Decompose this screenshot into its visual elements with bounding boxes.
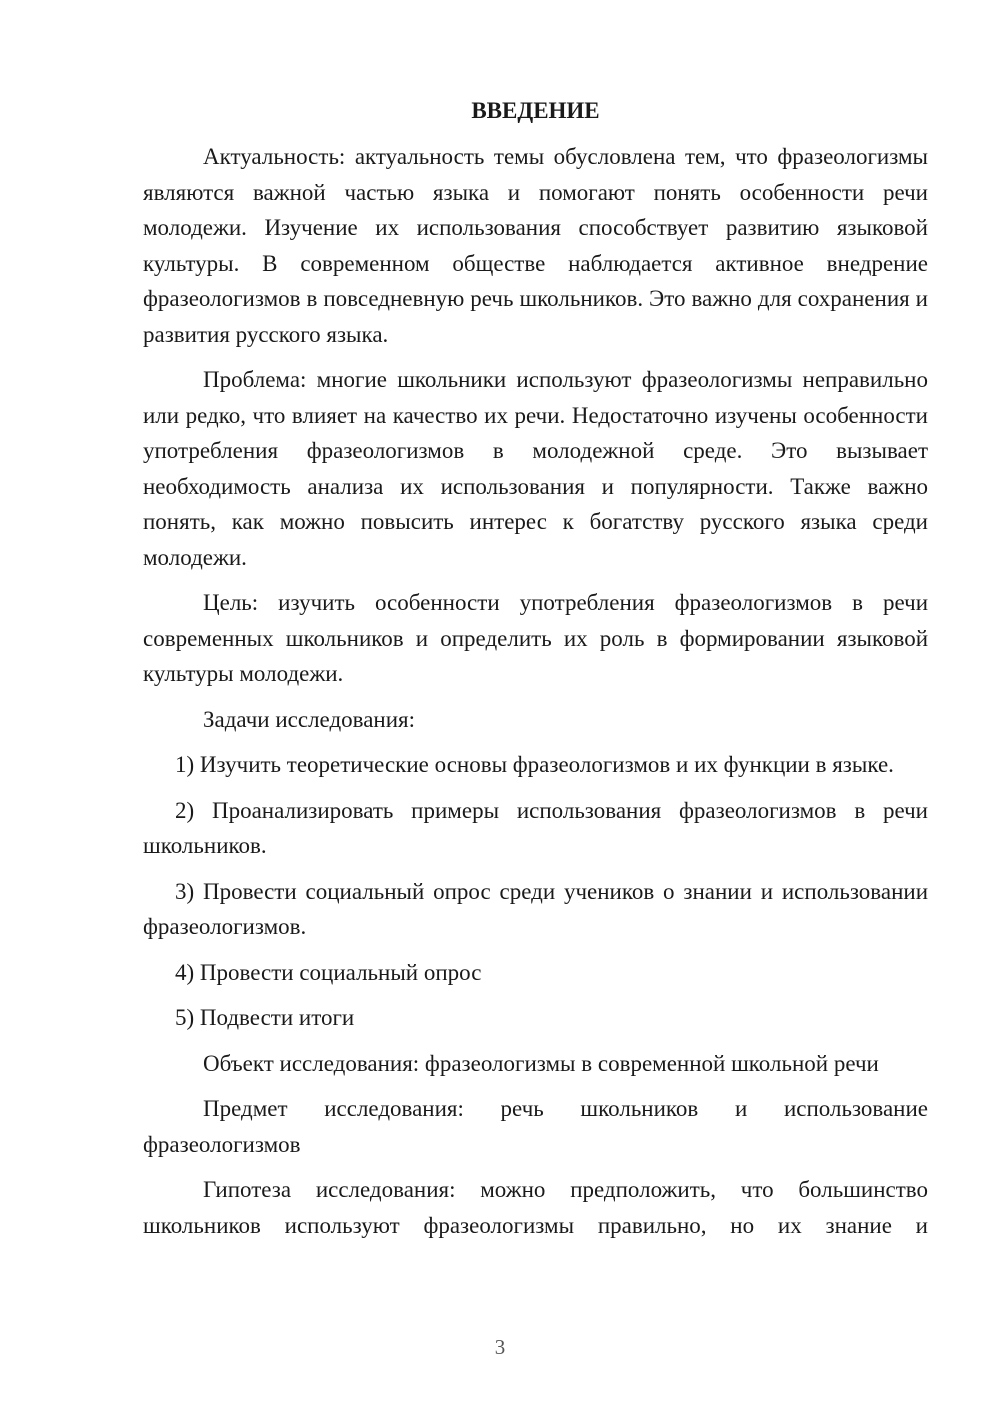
paragraph-goal: Цель: изучить особенности употребления фразеологизмов в речи современных школьников и определить их роль в формировании языковой культуры молодежи.	[143, 590, 928, 686]
task-item-4: 4) Провести социальный опрос	[175, 959, 482, 985]
paragraph-relevance: Актуальность: актуальность темы обусловлена тем, что фразеологизмы являются важной частью языка и помогают понять особенности речи молодежи. Изучение их использования способствует развитию языковой культуры. В современном обществе наблюдается активное внедрение фразеологизмов в повседневную речь школьников. Это важно для сохранения и развития русского языка.	[143, 144, 928, 347]
document-page	[143, 96, 928, 1253]
task-item-3: 3) Провести социальный опрос среди учеников о знании и использовании фразеологизмов.	[143, 878, 928, 939]
task-item-2: 2) Проанализировать примеры использования фразеологизмов в речи школьников.	[143, 797, 928, 858]
paragraph-hypothesis: Гипотеза исследования: можно предположить, что большинство школьников используют фразеологизмы правильно, но их знание и	[143, 1177, 928, 1238]
paragraph-problem: Проблема: многие школьники используют фразеологизмы неправильно или редко, что влияет на качество их речи. Недостаточно изучены особенности употребления фразеологизмов в молодежной среде. Это вызывает необходимость анализа их использования и популярности. Также важно понять, как можно повысить интерес к богатству русского языка среди молодежи.	[143, 367, 928, 570]
paragraph-subject: Предмет исследования: речь школьников и использование фразеологизмов	[143, 1096, 928, 1157]
page-number: 3	[494, 1335, 506, 1359]
task-item-5: 5) Подвести итоги	[175, 1005, 355, 1030]
section-title: ВВЕДЕНИЕ	[471, 98, 600, 123]
tasks-heading: Задачи исследования:	[203, 706, 416, 732]
paragraph-object: Объект исследования: фразеологизмы в современной школьной речи	[203, 1050, 879, 1076]
task-item-1: 1) Изучить теоретические основы фразеологизмов и их функции в языке.	[175, 752, 894, 777]
